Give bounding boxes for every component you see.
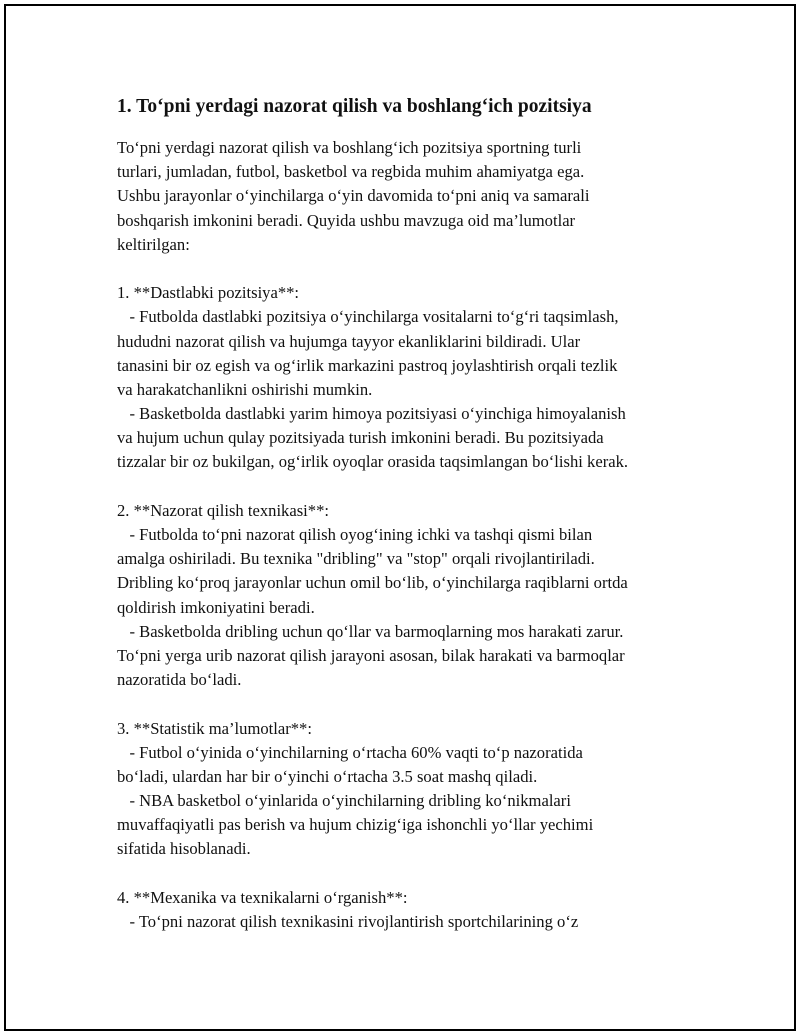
text-line: - Futbolda dastlabki pozitsiya o‘yinchilarga vositalarni to‘g‘ri taqsimlash, <box>117 307 619 327</box>
list-item-heading: 4. **Mexanika va texnikalarni o‘rganish**: <box>117 887 408 907</box>
text-line: amalga oshiriladi. Bu texnika "dribling" va "stop" orqali rivojlantiriladi. <box>117 549 595 569</box>
text-line: Dribling ko‘proq jarayonlar uchun omil bo‘lib, o‘yinchilarga raqiblarni ortda <box>117 573 628 593</box>
text-line: boshqarish imkonini beradi. Quyida ushbu mavzuga oid ma’lumotlar <box>117 210 576 230</box>
paragraph-spacer <box>117 475 717 499</box>
text-line: muvaffaqiyatli pas berish va hujum chizig‘iga ishonchli yo‘llar yechimi <box>117 815 594 835</box>
text-line: va harakatchanlikni oshirishi mumkin. <box>117 379 373 399</box>
text-line: - Basketbolda dribling uchun qo‘llar va barmoqlarning mos harakati zarur. <box>117 621 624 641</box>
document-body <box>117 94 717 934</box>
text-line: nazoratida bo‘ladi. <box>117 670 242 690</box>
text-line: To‘pni yerdagi nazorat qilish va boshlang‘ich pozitsiya sportning turli <box>117 138 582 157</box>
text-line: sifatida hisoblanadi. <box>117 839 251 859</box>
text-line: tizzalar bir oz bukilgan, og‘irlik oyoqlar orasida taqsimlangan bo‘lishi kerak. <box>117 452 629 472</box>
text-line: va hujum uchun qulay pozitsiyada turish imkonini beradi. Bu pozitsiyada <box>117 428 604 448</box>
text-line: hududni nazorat qilish va hujumga tayyor ekanliklarini bildiradi. Ular <box>117 331 581 351</box>
list-item-heading: 1. **Dastlabki pozitsiya**: <box>117 283 300 303</box>
section-control-technique <box>117 499 717 693</box>
paragraph-spacer <box>117 862 717 886</box>
list-item-heading: 3. **Statistik ma’lumotlar**: <box>117 718 312 738</box>
text-line: keltirilgan: <box>117 234 190 254</box>
text-line: Ushbu jarayonlar o‘yinchilarga o‘yin davomida to‘pni aniq va samarali <box>117 186 590 206</box>
paragraph-spacer <box>117 257 717 281</box>
text-line: To‘pni yerga urib nazorat qilish jarayoni asosan, bilak harakati va barmoqlar <box>117 645 625 665</box>
text-line: - Basketbolda dastlabki yarim himoya pozitsiyasi o‘yinchiga himoyalanish <box>117 404 626 424</box>
text-line: - Futbol o‘yinida o‘yinchilarning o‘rtacha 60% vaqti to‘p nazoratida <box>117 742 583 762</box>
intro-paragraph <box>117 136 717 257</box>
section-mechanics <box>117 886 717 934</box>
paragraph-spacer <box>117 692 717 716</box>
section-heading: 1. To‘pni yerdagi nazorat qilish va boshlang‘ich pozitsiya <box>117 96 592 117</box>
list-item-heading: 2. **Nazorat qilish texnikasi**: <box>117 500 329 520</box>
text-line: bo‘ladi, ulardan har bir o‘yinchi o‘rtacha 3.5 soat mashq qiladi. <box>117 766 538 786</box>
section-statistics <box>117 717 717 862</box>
text-line: - To‘pni nazorat qilish texnikasini rivojlantirish sportchilarining o‘z <box>117 912 579 931</box>
text-line: tanasini bir oz egish va og‘irlik markazini pastroq joylashtirish orqali tezlik <box>117 355 618 375</box>
text-line: - Futbolda to‘pni nazorat qilish oyog‘ining ichki va tashqi qismi bilan <box>117 525 593 544</box>
text-line: - NBA basketbol o‘yinlarida o‘yinchilarning dribling ko‘nikmalari <box>117 791 571 811</box>
text-line: qoldirish imkoniyatini beradi. <box>117 597 315 617</box>
text-line: turlari, jumladan, futbol, basketbol va regbida muhim ahamiyatga ega. <box>117 162 585 182</box>
section-initial-position <box>117 281 717 475</box>
